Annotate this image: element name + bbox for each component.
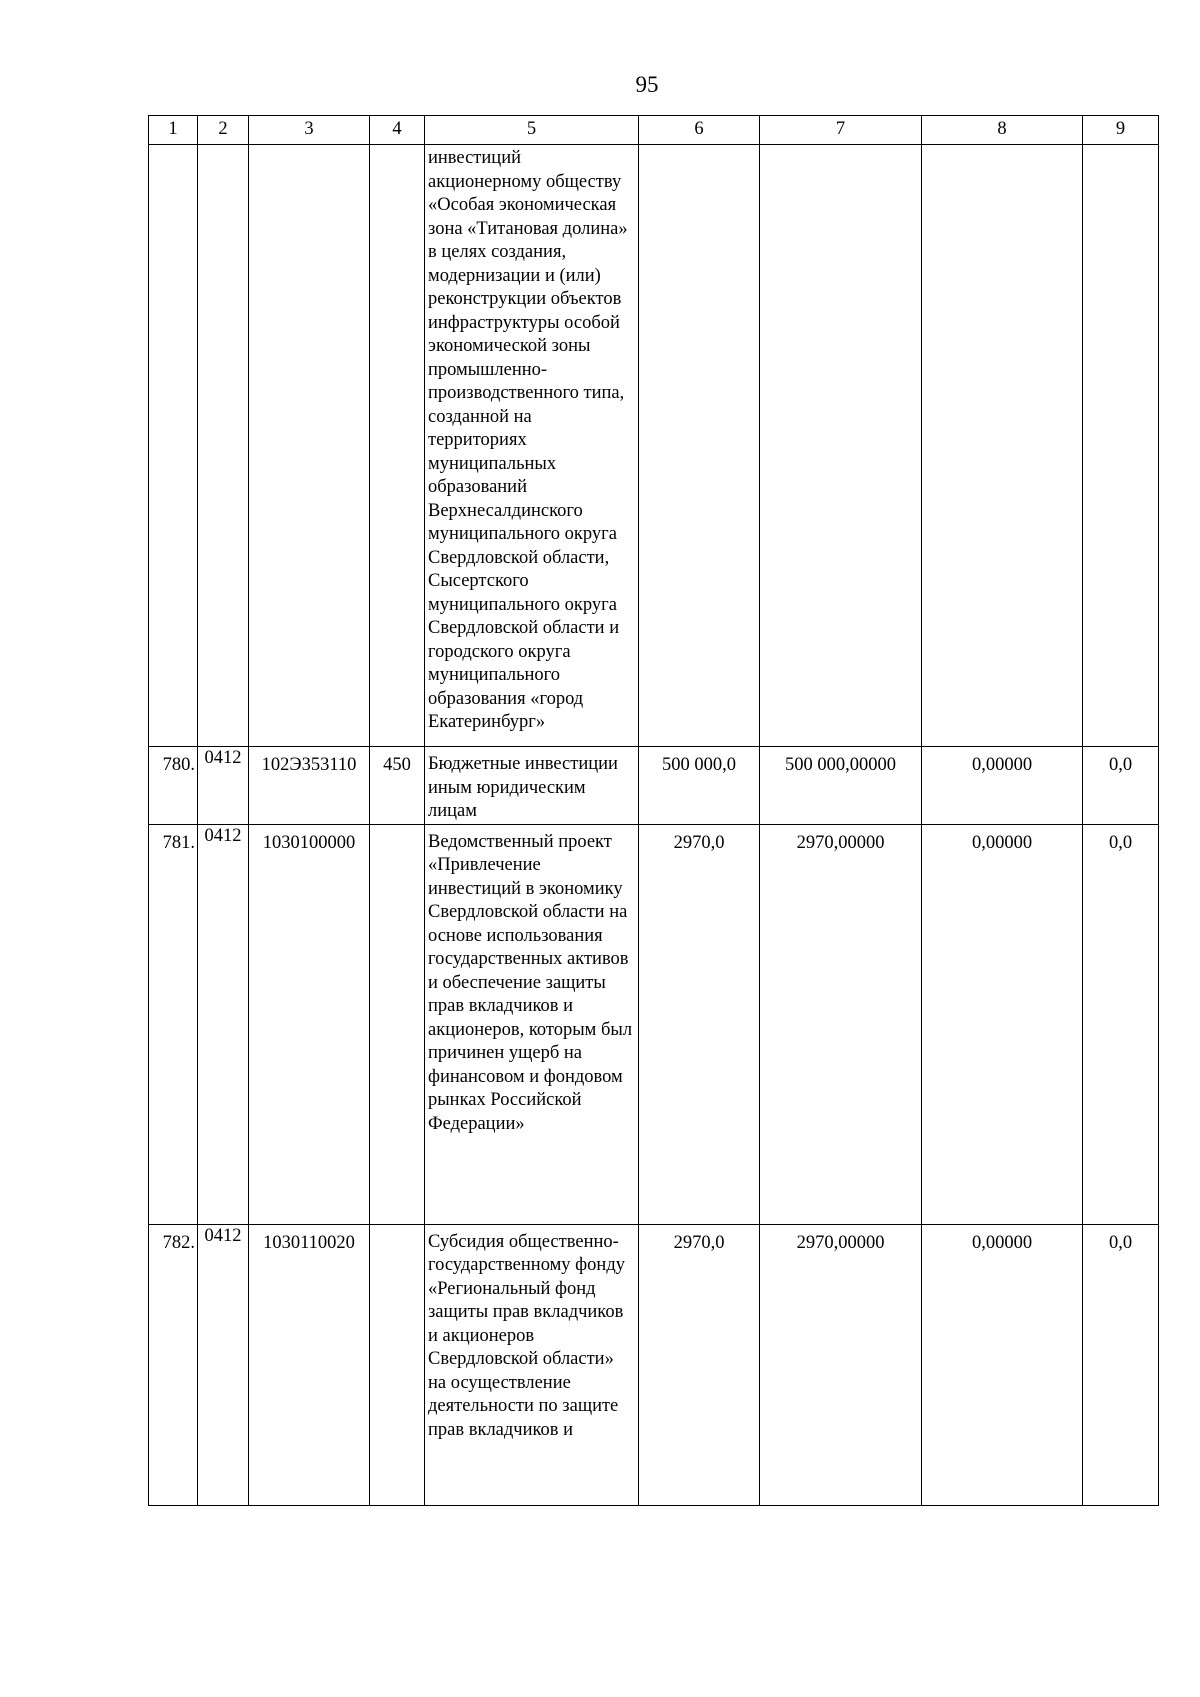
name-cell: инвестиций акционерному обществу «Особая экономическая зона «Титановая долина» в целях создания, модернизации и (или) реконструкции объектов инфраструктуры особой экономической зоны промышленно-производственного типа, созданной на территориях муниципальных образований Верхнесалдинского муниципального округа Свердловской области, Сысертского муниципального округа Свердловской области и городского округа муниципального образования «город Екатеринбург» xyxy=(425,145,639,747)
executed-amount-cell: 2970,00000 xyxy=(760,1224,922,1505)
column-header: 7 xyxy=(760,116,922,145)
section-code-cell xyxy=(198,145,249,747)
column-9-cell xyxy=(1083,145,1159,747)
target-article-cell: 1030100000 xyxy=(249,824,370,1224)
column-header: 2 xyxy=(198,116,249,145)
column-header: 3 xyxy=(249,116,370,145)
page-number: 95 xyxy=(635,72,659,97)
section-code-cell: 0412 xyxy=(198,747,249,825)
expense-type-cell: 450 xyxy=(370,747,425,825)
column-9-cell: 0,0 xyxy=(1083,1224,1159,1505)
percent-cell: 0,00000 xyxy=(922,1224,1083,1505)
section-code-cell: 0412 xyxy=(198,1224,249,1505)
table-header-row xyxy=(149,116,1159,145)
row-number-cell: 781. xyxy=(149,824,198,1224)
executed-amount-cell: 2970,00000 xyxy=(760,824,922,1224)
table-row xyxy=(149,1224,1159,1505)
approved-amount-cell: 2970,0 xyxy=(639,1224,760,1505)
column-header: 9 xyxy=(1083,116,1159,145)
expense-type-cell xyxy=(370,145,425,747)
target-article-cell: 1030110020 xyxy=(249,1224,370,1505)
expense-type-cell xyxy=(370,824,425,1224)
percent-cell xyxy=(922,145,1083,747)
name-cell: Ведомственный проект «Привлечение инвестиций в экономику Свердловской области на основе использования государственных активов и обеспечение защиты прав вкладчиков и акционеров, которым был причинен ущерб на финансовом и фондовом рынках Российской Федерации» xyxy=(425,824,639,1224)
executed-amount-cell xyxy=(760,145,922,747)
approved-amount-cell xyxy=(639,145,760,747)
row-number-cell: 782. xyxy=(149,1224,198,1505)
column-9-cell: 0,0 xyxy=(1083,824,1159,1224)
row-number-cell: 780. xyxy=(149,747,198,825)
column-header: 4 xyxy=(370,116,425,145)
section-code-cell: 0412 xyxy=(198,824,249,1224)
table-row xyxy=(149,747,1159,825)
percent-cell: 0,00000 xyxy=(922,747,1083,825)
name-cell: Субсидия общественно-государственному фонду «Региональный фонд защиты прав вкладчиков и акционеров Свердловской области» на осуществление деятельности по защите прав вкладчиков и xyxy=(425,1224,639,1505)
executed-amount-cell: 500 000,00000 xyxy=(760,747,922,825)
column-header: 1 xyxy=(149,116,198,145)
column-header: 8 xyxy=(922,116,1083,145)
percent-cell: 0,00000 xyxy=(922,824,1083,1224)
table-row xyxy=(149,145,1159,747)
approved-amount-cell: 2970,0 xyxy=(639,824,760,1224)
expense-type-cell xyxy=(370,1224,425,1505)
row-number-cell xyxy=(149,145,198,747)
column-9-cell: 0,0 xyxy=(1083,747,1159,825)
column-header: 6 xyxy=(639,116,760,145)
budget-table xyxy=(148,115,1159,1506)
table-row xyxy=(149,824,1159,1224)
column-header: 5 xyxy=(425,116,639,145)
approved-amount-cell: 500 000,0 xyxy=(639,747,760,825)
name-cell: Бюджетные инвестиции иным юридическим лицам xyxy=(425,747,639,825)
target-article-cell: 102Э353110 xyxy=(249,747,370,825)
target-article-cell xyxy=(249,145,370,747)
